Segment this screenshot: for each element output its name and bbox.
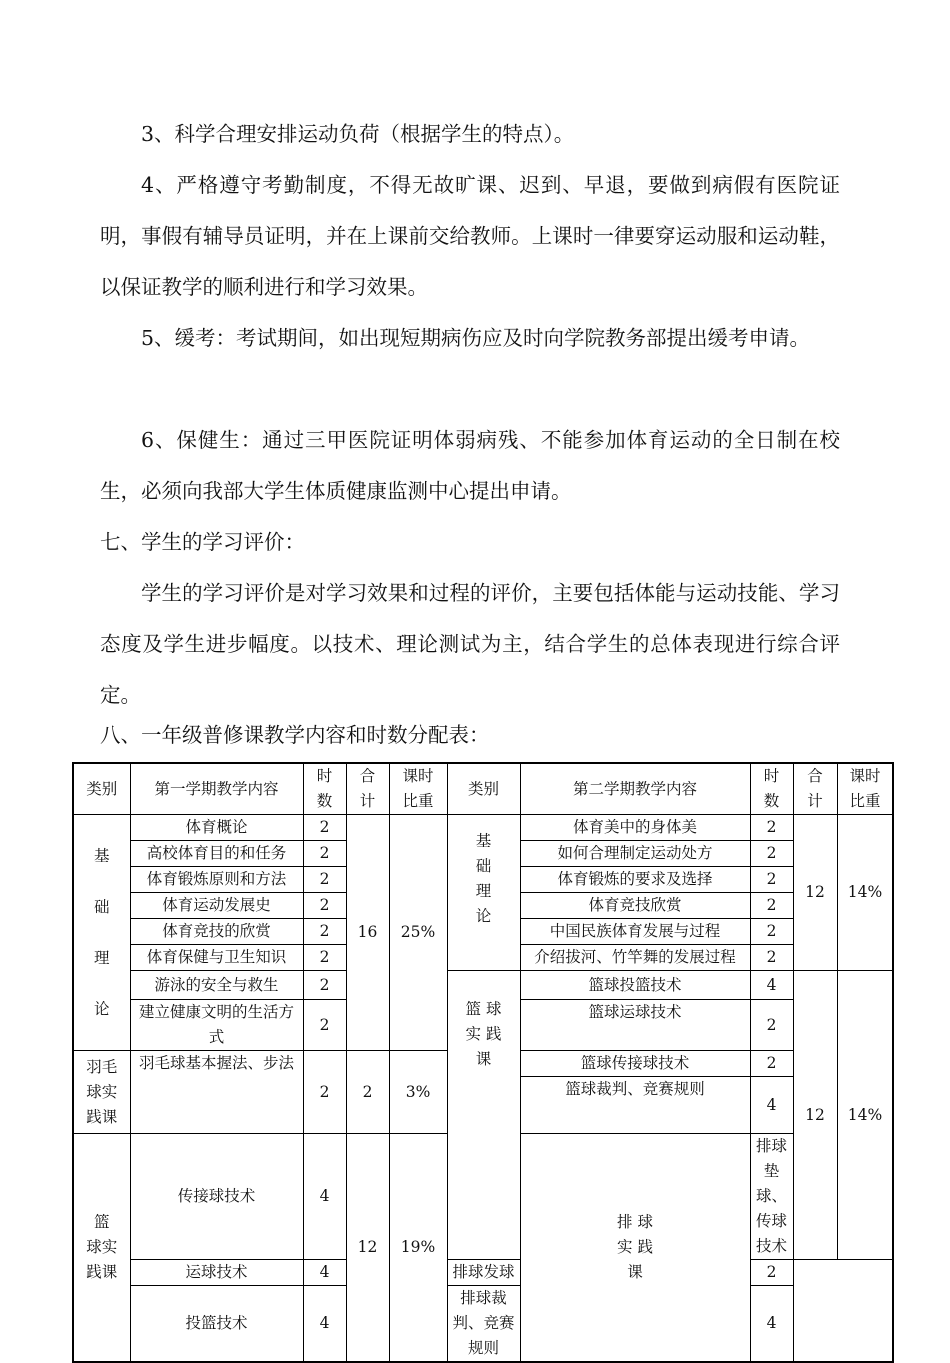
sem1-content: 体育运动发展史 [130,893,303,919]
sem2-content: 篮球投篮技术 [520,971,750,1000]
sem2-hours: 2 [750,1260,793,1286]
sem1-content: 游泳的安全与救生 [130,971,303,1000]
header-ratio: 课时 比重 [389,763,447,815]
section7-heading: 七、学生的学习评价： [100,530,305,554]
sem1-hours: 2 [303,893,346,919]
table-header-row [73,763,893,815]
sem2-content: 中国民族体育发展与过程 [520,919,750,945]
section7-body: 学生的学习评价是对学习效果和过程的评价，主要包括体能与运动技能、学习态度及学生进步幅度。以技术、理论测试为主，结合学生的总体表现进行综合评定。 [100,581,840,707]
sem1-content: 体育保健与卫生知识 [130,945,303,971]
section8-heading: 八、一年级普修课教学内容和时数分配表： [100,723,490,747]
sem1-hours: 4 [303,1286,346,1363]
sem2-content: 介绍拔河、竹竿舞的发展过程 [520,945,750,971]
header-sem1-content: 第一学期教学内容 [130,763,303,815]
table-row [73,815,893,841]
header-ratio-2: 课时 比重 [837,763,893,815]
paragraph-5: 5、缓考：考试期间，如出现短期病伤应及时向学院教务部提出缓考申请。 [141,326,811,350]
sem1-hours: 2 [303,841,346,867]
sem2-theory-total: 12 [793,815,837,971]
sem1-content: 体育锻炼原则和方法 [130,867,303,893]
paragraph-6: 6、保健生：通过三甲医院证明体弱病残、不能参加体育运动的全日制在校生，必须向我部大学生体质健康监测中心提出申请。 [100,428,840,503]
sem2-hours: 4 [750,1286,793,1363]
sem1-hours: 2 [303,867,346,893]
sem1-theory-total: 16 [346,815,389,1051]
sem1-hours: 2 [303,971,346,1000]
sem1-badminton-total: 2 [346,1051,389,1134]
sem2-hours: 2 [750,815,793,841]
paragraph-3-text: 3、科学合理安排运动负荷（根据学生的特点）。 [141,122,575,146]
sem1-hours: 2 [303,919,346,945]
sem2-volleyball-category: 排 球 实 践 课 [520,1134,750,1363]
sem2-theory-ratio: 14% [837,815,893,971]
header-category: 类别 [73,763,130,815]
sem1-basketball-total: 12 [346,1134,389,1363]
sem2-hours: 4 [750,971,793,1000]
header-sem2-content: 第二学期教学内容 [520,763,750,815]
sem2-content: 体育锻炼的要求及选择 [520,867,750,893]
sem1-content: 体育概论 [130,815,303,841]
sem2-hours: 4 [750,1077,793,1134]
sem2-content: 篮球运球技术 [520,1000,750,1051]
sem2-hours: 2 [750,893,793,919]
sem2-content: 体育竞技欣赏 [520,893,750,919]
header-total: 合 计 [346,763,389,815]
sem1-hours: 4 [303,1134,346,1260]
sem2-hours: 2 [750,919,793,945]
sem1-theory-category: 基 础 理 论 [73,815,130,1051]
sem2-content: 体育美中的身体美 [520,815,750,841]
sem2-content: 篮球裁判、竞赛规则 [520,1077,750,1134]
paragraph-4: 4、严格遵守考勤制度，不得无故旷课、迟到、早退，要做到病假有医院证明，事假有辅导员证明，并在上课前交给教师。上课时一律要穿运动服和运动鞋，以保证教学的顺利进行和学习效果。 [100,173,840,299]
sem1-content: 运球技术 [130,1260,303,1286]
header-category-2: 类别 [447,763,520,815]
sem1-hours: 2 [303,945,346,971]
sem2-basketball-total: 12 [793,971,837,1260]
sem1-hours: 4 [303,1260,346,1286]
sem2-content: 篮球传接球技术 [520,1051,750,1077]
sem2-hours: 2 [750,867,793,893]
table-row [73,1286,893,1363]
sem1-hours: 2 [303,815,346,841]
sem1-content: 建立健康文明的生活方式 [130,1000,303,1051]
sem1-content: 羽毛球基本握法、步法 [130,1051,303,1134]
sem1-content: 投篮技术 [130,1286,303,1363]
sem1-hours: 2 [303,1051,346,1134]
sem1-content: 传接球技术 [130,1134,303,1260]
sem2-basketball-category: 篮 球 实 践 课 [447,971,520,1260]
curriculum-table [72,762,894,1363]
sem2-content: 排球裁判、竞赛规则 [447,1286,520,1363]
sem2-content: 排球垫球、传球技术 [750,1134,793,1260]
sem2-content: 排球发球 [447,1260,520,1286]
sem1-hours: 2 [303,1000,346,1051]
header-total-2: 合 计 [793,763,837,815]
header-hours-2: 时 数 [750,763,793,815]
sem2-hours: 2 [750,1051,793,1077]
sem1-content: 体育竞技的欣赏 [130,919,303,945]
sem1-content: 高校体育目的和任务 [130,841,303,867]
sem1-basketball-ratio: 19% [389,1134,447,1363]
sem1-badminton-ratio: 3% [389,1051,447,1134]
sem2-theory-category: 基 础 理 论 [447,815,520,971]
sem1-basketball-category: 篮 球实 践课 [73,1134,130,1363]
paragraph-3 [100,109,840,160]
sem2-hours: 2 [750,841,793,867]
sem2-content: 如何合理制定运动处方 [520,841,750,867]
sem2-hours: 2 [750,1000,793,1051]
header-hours: 时 数 [303,763,346,815]
sem2-basketball-ratio: 14% [837,971,893,1260]
table-row [73,1260,893,1286]
sem1-badminton-category: 羽毛 球实 践课 [73,1051,130,1134]
sem2-hours: 2 [750,945,793,971]
table-row [73,971,893,1000]
sem1-theory-ratio: 25% [389,815,447,1051]
